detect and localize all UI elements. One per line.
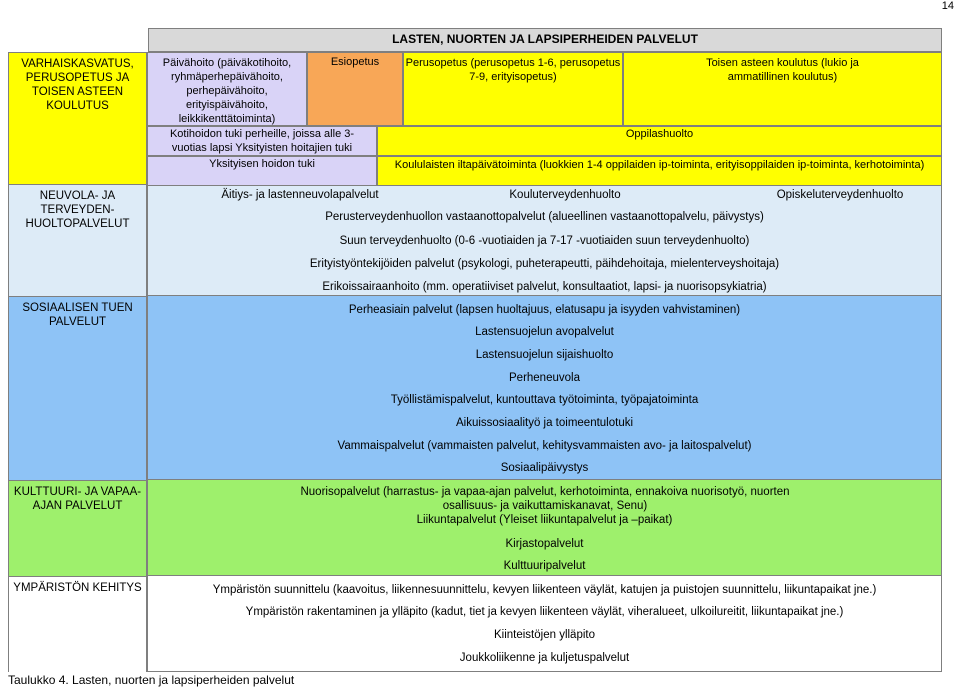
category-varhaiskasvatus: VARHAISKASVATUS, PERUSOPETUS JA TOISEN ASTEEN KOULUTUS (9, 53, 146, 185)
row-aikuissosiaalityo: Aikuissosiaalityö ja toimeentulotuki (455, 417, 634, 429)
row-vammaispalvelut: Vammaispalvelut (vammaisten palvelut, kehitysvammaisten avo- ja laitospalvelut) (337, 440, 752, 452)
cell-paivahoito: Päivähoito (päiväkotihoito, ryhmäperhepäivähoito, perhepäivähoito, erityispäivähoito, leikkikenttätoiminta) (147, 52, 307, 126)
row-liikuntapalvelut: Liikuntapalvelut (Yleiset liikuntapalvelut ja –paikat) (416, 514, 673, 526)
row-joukkoliikenne: Joukkoliikenne ja kuljetuspalvelut (459, 652, 630, 664)
row-nuorisopalvelut: Nuorisopalvelut (harrastus- ja vapaa-ajan palvelut, kerhotoiminta, ennakoiva nuorisotyö, nuorten osallisuus- ja vaikuttamiskanavat, Senu) (300, 486, 790, 512)
row-kirjastopalvelut: Kirjastopalvelut (505, 538, 584, 550)
page-number: 14 (941, 0, 954, 12)
row-erityistyontekijat: Erityistyöntekijöiden palvelut (psykologi, puheterapeutti, päihdehoitaja, mielenterveyshoitaja) (309, 258, 780, 270)
cell-opiskeluterveydenhuolto: Opiskeluterveydenhuolto (776, 189, 904, 201)
row-perusterveydenhuolto: Perusterveydenhuollon vastaanottopalvelut (alueellinen vastaanottopalvelu, päivystys) (325, 211, 764, 223)
table-title: LASTEN, NUORTEN JA LAPSIPERHEIDEN PALVELUT (148, 28, 942, 52)
row-kulttuuripalvelut: Kulttuuripalvelut (503, 560, 586, 572)
row-perheasiain-palvelut: Perheasiain palvelut (lapsen huoltajuus, elatusapu ja isyyden vahvistaminen) (348, 304, 741, 316)
row-sosiaalipaivystys: Sosiaalipäivystys (500, 462, 589, 474)
row-perheneuvola: Perheneuvola (509, 372, 580, 384)
category-ymparisto: YMPÄRISTÖN KEHITYS (9, 577, 146, 673)
row-suun-terveydenhuolto: Suun terveydenhuolto (0-6 -vuotiaiden ja 7-17 -vuotiaiden suun terveydenhuolto) (339, 235, 750, 247)
cell-kotihoidon-tuki: Kotihoidon tuki perheille, joissa alle 3-vuotias lapsi Yksityisten hoitajien tuki (147, 126, 377, 156)
row-kiinteistojen-yllapito: Kiinteistöjen ylläpito (493, 629, 595, 641)
category-terveydenhuolto: NEUVOLA- JA TERVEYDEN-HUOLTOPALVELUT (9, 185, 146, 297)
cell-yksityisen-hoidon-tuki: Yksityisen hoidon tuki (147, 156, 377, 186)
cell-perusopetus: Perusopetus (perusopetus 1-6, perusopetus 7-9, erityisopetus) (403, 52, 623, 126)
cell-toisen-asteen-koulutus: Toisen asteen koulutus (lukio ja ammatillinen koulutus) (623, 52, 942, 126)
row-lastensuojelun-sijaishuolto: Lastensuojelun sijaishuolto (475, 349, 614, 361)
row-ympariston-suunnittelu: Ympäristön suunnittelu (kaavoitus, liikennesuunnittelu, kevyen liikenteen väylät, katujen ja puistojen suunnittelu, liikuntapaikat jne.) (212, 584, 877, 596)
table-caption: Taulukko 4. Lasten, nuorten ja lapsiperheiden palvelut (8, 673, 295, 687)
cell-aitiysneuvola: Äitiys- ja lastenneuvolapalvelut (221, 189, 379, 201)
cell-kouluterveydenhuolto: Kouluterveydenhuolto (509, 189, 621, 201)
category-kulttuuri: KULTTUURI- JA VAPAA-AJAN PALVELUT (9, 481, 146, 577)
row-tyollistamispalvelut: Työllistämispalvelut, kuntouttava työtoiminta, työpajatoiminta (390, 394, 699, 406)
category-column (8, 52, 147, 672)
row-erikoissairaanhoito: Erikoissairaanhoito (mm. operatiiviset palvelut, konsultaatiot, lapsi- ja nuorisopsykiatria) (322, 281, 767, 293)
cell-iltapaivatoiminta: Koululaisten iltapäivätoiminta (luokkien 1-4 oppilaiden ip-toiminta, erityisoppilaiden ip-toiminta, kerhotoiminta) (377, 156, 942, 186)
cell-oppilashuolto: Oppilashuolto (377, 126, 942, 156)
category-sosiaalinen-tuki: SOSIAALISEN TUEN PALVELUT (9, 297, 146, 481)
row-ympariston-rakentaminen: Ympäristön rakentaminen ja ylläpito (kadut, tiet ja kevyen liikenteen väylät, viheralueet, ulkoilureitit, liikuntapaikat jne.) (245, 606, 844, 618)
row-lastensuojelun-avopalvelut: Lastensuojelun avopalvelut (475, 326, 614, 338)
cell-esiopetus: Esiopetus (307, 52, 403, 126)
